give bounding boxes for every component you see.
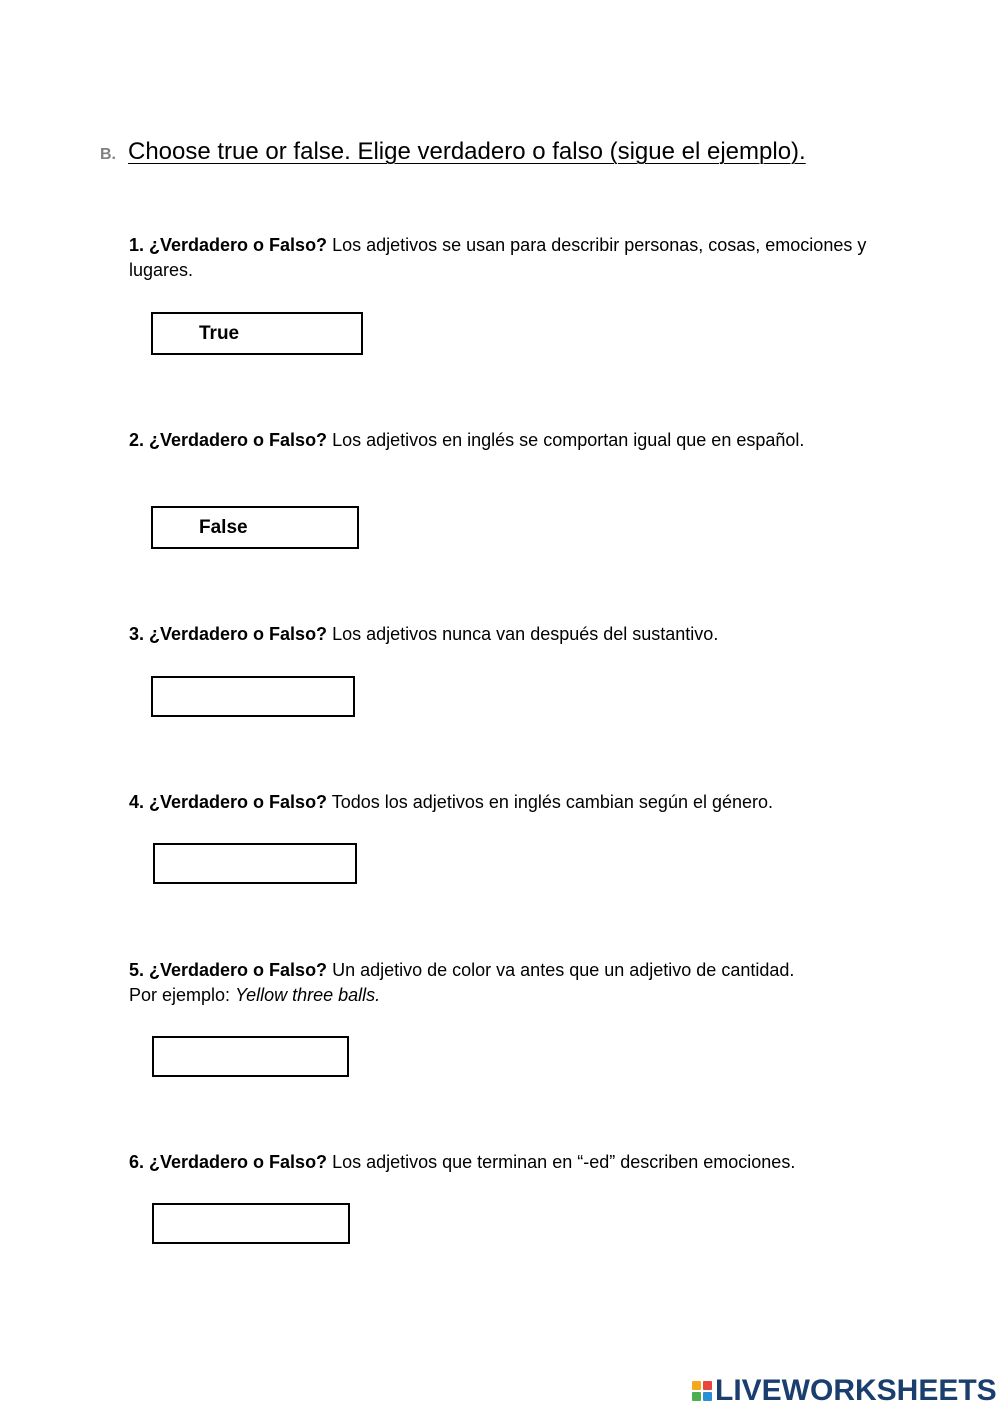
logo-mark-tile-3 xyxy=(692,1392,701,1401)
question-5-lead: 5. ¿Verdadero o Falso? xyxy=(129,960,328,980)
question-2-text: Los adjetivos en inglés se comportan igual que en español. xyxy=(327,430,805,450)
question-5-example-label: Por ejemplo: xyxy=(129,985,236,1005)
question-2-lead: 2. ¿Verdadero o Falso? xyxy=(129,430,328,450)
question-6-lead: 6. ¿Verdadero o Falso? xyxy=(129,1152,328,1172)
liveworksheets-mark-icon xyxy=(692,1381,712,1401)
question-6 xyxy=(129,1150,909,1175)
answer-input-3[interactable] xyxy=(151,676,355,717)
answer-input-5[interactable] xyxy=(152,1036,349,1077)
liveworksheets-wordmark: LIVEWORKSHEETS xyxy=(715,1374,997,1407)
logo-mark-tile-1 xyxy=(692,1381,701,1390)
question-1-lead: 1. ¿Verdadero o Falso? xyxy=(129,235,328,255)
question-4 xyxy=(129,790,909,815)
question-4-text: Todos los adjetivos en inglés cambian según el género. xyxy=(327,792,774,812)
question-2 xyxy=(129,428,909,453)
section-letter: B. xyxy=(100,146,116,163)
question-6-text: Los adjetivos que terminan en “-ed” describen emociones. xyxy=(327,1152,796,1172)
answer-input-4[interactable] xyxy=(153,843,357,884)
section-header xyxy=(100,138,806,166)
question-3 xyxy=(129,622,909,647)
logo-mark-tile-2 xyxy=(703,1381,712,1390)
answer-input-1[interactable] xyxy=(151,312,363,355)
question-5 xyxy=(129,958,909,1008)
answer-input-2[interactable] xyxy=(151,506,359,549)
question-5-example-italic: Yellow three balls. xyxy=(235,985,381,1005)
liveworksheets-logo xyxy=(692,1374,997,1408)
section-instructions: Choose true or false. Elige verdadero o falso (sigue el ejemplo). xyxy=(128,138,806,165)
question-1 xyxy=(129,233,909,283)
question-3-lead: 3. ¿Verdadero o Falso? xyxy=(129,624,328,644)
question-4-lead: 4. ¿Verdadero o Falso? xyxy=(129,792,328,812)
question-5-text: Un adjetivo de color va antes que un adjetivo de cantidad. xyxy=(327,960,795,980)
question-1-text: Los adjetivos se usan para describir personas, cosas, emociones y lugares. xyxy=(129,235,867,280)
answer-input-6[interactable] xyxy=(152,1203,350,1244)
question-3-text: Los adjetivos nunca van después del sustantivo. xyxy=(327,624,719,644)
logo-mark-tile-4 xyxy=(703,1392,712,1401)
